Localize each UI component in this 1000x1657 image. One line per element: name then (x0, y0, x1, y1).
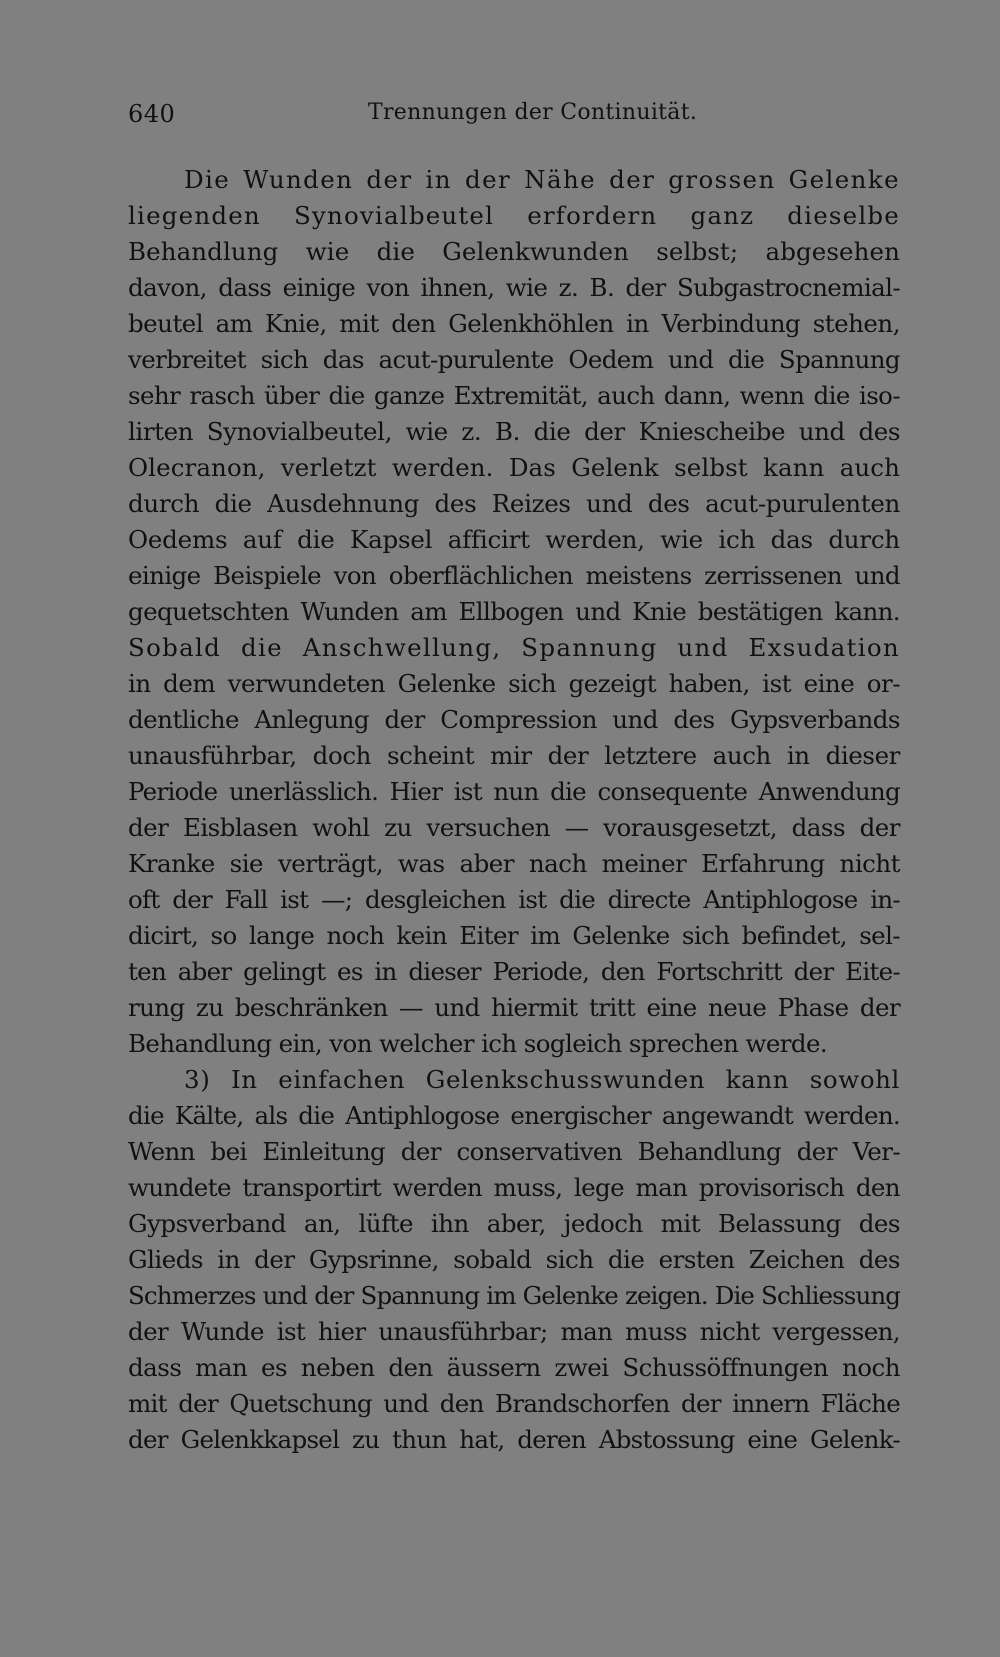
text-line: die Kälte, als die Antiphlogose energischer angewandt werden. (128, 1101, 900, 1130)
text-line: Schmerzes und der Spannung im Gelenke zeigen. Die Schliessung (128, 1281, 900, 1310)
text-line: unausführbar, doch scheint mir der letztere auch in dieser (128, 741, 900, 770)
text-line: dentliche Anlegung der Compression und des Gypsverbands (128, 705, 900, 734)
text-line: Gypsverband an, lüfte ihn aber, jedoch mit Belassung des (128, 1209, 900, 1238)
text-line: Oedems auf die Kapsel afficirt werden, wie ich das durch (128, 525, 900, 554)
text-line: in dem verwundeten Gelenke sich gezeigt haben, ist eine or- (128, 669, 900, 698)
text-line: verbreitet sich das acut-purulente Oedem und die Spannung (128, 345, 900, 374)
paragraph-2 (128, 1062, 900, 1458)
text-line: lirten Synovialbeutel, wie z. B. die der Kniescheibe und des (128, 417, 900, 446)
text-line: wundete transportirt werden muss, lege man provisorisch den (128, 1173, 900, 1202)
text-line: Olecranon, verletzt werden. Das Gelenk selbst kann auch (128, 453, 900, 482)
text-line: Behandlung wie die Gelenkwunden selbst; abgesehen (128, 237, 900, 266)
text-line: Glieds in der Gypsrinne, sobald sich die ersten Zeichen des (128, 1245, 900, 1274)
text-line: einige Beispiele von oberflächlichen meistens zerrissenen und (128, 561, 900, 590)
text-line: dass man es neben den äussern zwei Schussöffnungen noch (128, 1353, 900, 1382)
text-line: Kranke sie verträgt, was aber nach meiner Erfahrung nicht (128, 849, 900, 878)
text-line: liegenden Synovialbeutel erfordern ganz dieselbe (128, 201, 900, 230)
text-line: oft der Fall ist —; desgleichen ist die directe Antiphlogose in- (128, 885, 900, 914)
text-line: der Eisblasen wohl zu versuchen — vorausgesetzt, dass der (128, 813, 900, 842)
text-line: sehr rasch über die ganze Extremität, auch dann, wenn die iso- (128, 381, 900, 410)
text-line: Behandlung ein, von welcher ich sogleich sprechen werde. (128, 1029, 828, 1058)
paragraph-1 (128, 162, 900, 1062)
page-number: 640 (128, 100, 176, 128)
text-line: Wenn bei Einleitung der conservativen Behandlung der Ver- (128, 1137, 900, 1166)
text-line: 3) In einfachen Gelenkschusswunden kann sowohl (184, 1065, 900, 1094)
text-line: dicirt, so lange noch kein Eiter im Gelenke sich befindet, sel- (128, 921, 900, 950)
running-title: Trennungen der Continuität. (368, 100, 698, 125)
text-line: der Wunde ist hier unausführbar; man muss nicht vergessen, (128, 1317, 900, 1346)
page-header (128, 100, 900, 140)
text-line: Periode unerlässlich. Hier ist nun die consequente Anwendung (128, 777, 900, 806)
text-line: der Gelenkkapsel zu thun hat, deren Abstossung eine Gelenk- (128, 1425, 900, 1454)
text-line: Die Wunden der in der Nähe der grossen Gelenke (184, 165, 900, 194)
text-line: rung zu beschränken — und hiermit tritt eine neue Phase der (128, 993, 900, 1022)
text-line: Sobald die Anschwellung, Spannung und Exsudation (128, 633, 900, 662)
text-line: mit der Quetschung und den Brandschorfen der innern Fläche (128, 1389, 900, 1418)
text-line: gequetschten Wunden am Ellbogen und Knie bestätigen kann. (128, 597, 900, 626)
text-line: ten aber gelingt es in dieser Periode, den Fortschritt der Eite- (128, 957, 900, 986)
text-line: beutel am Knie, mit den Gelenkhöhlen in Verbindung stehen, (128, 309, 900, 338)
text-line: durch die Ausdehnung des Reizes und des acut-purulenten (128, 489, 900, 518)
body-text (128, 162, 900, 1458)
text-line: davon, dass einige von ihnen, wie z. B. der Subgastrocnemial- (128, 273, 900, 302)
